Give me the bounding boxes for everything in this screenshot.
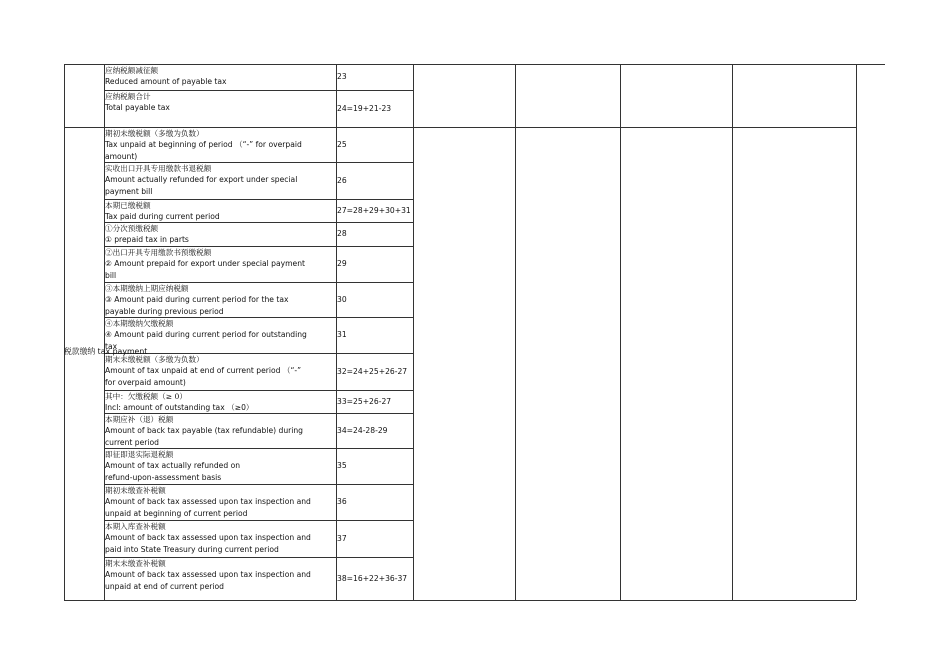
row-label-zh: 期末未缴查补税额 [105, 559, 166, 568]
grid-line-vertical [856, 64, 857, 600]
row-label-zh: 期初未缴查补税额 [105, 486, 166, 495]
row-label-en: Amount of tax unpaid at end of current period （“-” [105, 366, 302, 376]
row-label-en: Incl: amount of outstanding tax （≥0） [105, 403, 254, 413]
grid-line-horizontal [413, 127, 856, 128]
grid-line-vertical [64, 64, 65, 600]
row-label-zh: 应纳税额减征额 [105, 66, 159, 75]
row-label-en: Total payable tax [105, 103, 170, 113]
row-label-zh: 即征即退实际退税额 [105, 450, 174, 459]
row-label-en: tax [105, 341, 118, 351]
row-label-en: unpaid at end of current period [105, 581, 224, 591]
row-label-en: for overpaid amount) [105, 377, 186, 387]
row-label-en: bill [105, 270, 117, 280]
row-label-zh: ④本期缴纳欠缴税额 [105, 319, 174, 328]
row-label-en: amount) [105, 151, 138, 161]
table-row-description [105, 65, 227, 88]
row-label-en: Amount of back tax assessed upon tax inspection and [105, 533, 311, 543]
table-row-description [105, 91, 170, 114]
table-row-description [105, 449, 240, 483]
grid-line-vertical [620, 64, 621, 600]
table-row-description [105, 391, 254, 414]
table-row-description [105, 283, 288, 317]
row-label-en: Amount of back tax payable (tax refundable) during [105, 426, 304, 436]
row-label-en: Tax paid during current period [105, 212, 220, 222]
row-label-en: paid into State Treasury during current period [105, 544, 279, 554]
row-label-en: payment bill [105, 186, 153, 196]
row-label-en: payable during previous period [105, 306, 224, 316]
row-code: 36 [337, 497, 347, 506]
row-code: 29 [337, 259, 347, 268]
row-label-en: Amount of back tax assessed upon tax inspection and [105, 497, 311, 507]
row-code: 38=16+22+36-37 [337, 574, 408, 583]
table-row-description [105, 521, 311, 555]
row-label-en: ② Amount prepaid for export under special payment [105, 259, 305, 269]
table-row-description [105, 414, 303, 448]
row-code: 24=19+21-23 [337, 104, 392, 113]
row-code: 27=28+29+30+31 [337, 206, 411, 215]
row-label-zh: ③本期缴纳上期应纳税额 [105, 284, 189, 293]
row-code: 31 [337, 330, 347, 339]
table-row-description [105, 200, 220, 223]
row-label-en: ④ Amount paid during current period for outstanding [105, 330, 307, 340]
grid-line-vertical [413, 64, 414, 600]
row-code: 34=24-28-29 [337, 426, 388, 435]
row-code: 33=25+26-27 [337, 397, 392, 406]
grid-line-vertical [515, 64, 516, 600]
row-code: 32=24+25+26-27 [337, 367, 408, 376]
row-label-en: refund-upon-assessment basis [105, 472, 222, 482]
row-label-en: Reduced amount of payable tax [105, 77, 227, 87]
row-label-zh: ②出口开具专用缴款书预缴税额 [105, 248, 212, 257]
table-row-description [105, 558, 311, 592]
row-label-zh: 本期应补（退）税额 [105, 415, 174, 424]
row-code: 30 [337, 295, 347, 304]
table-row-description [105, 163, 297, 197]
row-label-zh: ①分次预缴税额 [105, 224, 159, 233]
row-code: 25 [337, 140, 347, 149]
row-label-zh: 本期已缴税额 [105, 201, 151, 210]
row-label-zh: 应纳税额合计 [105, 92, 151, 101]
row-label-en: Tax unpaid at beginning of period （“-” for overpaid [105, 140, 302, 150]
row-label-zh: 其中：欠缴税额（≥ 0） [105, 392, 187, 401]
row-code: 35 [337, 461, 347, 470]
grid-line-horizontal [64, 600, 856, 601]
row-label-en: Amount of back tax assessed upon tax inspection and [105, 570, 311, 580]
row-label-en: unpaid at beginning of current period [105, 508, 248, 518]
table-row-description [105, 354, 301, 388]
row-code: 23 [337, 72, 347, 81]
table-row-description [105, 485, 311, 519]
row-label-zh: 期末未缴税额（多缴为负数） [105, 355, 204, 364]
row-code: 26 [337, 176, 347, 185]
section-label-en-2: payment [112, 347, 148, 356]
row-label-en: Amount actually refunded for export under special [105, 175, 298, 185]
table-row-description [105, 318, 307, 352]
section-label-zh: 税款缴纳 [64, 347, 96, 356]
row-code: 37 [337, 534, 347, 543]
row-label-en: Amount of tax actually refunded on [105, 461, 241, 471]
grid-line-vertical [732, 64, 733, 600]
row-label-en: ① prepaid tax in parts [105, 235, 189, 245]
row-code: 28 [337, 229, 347, 238]
row-label-en: current period [105, 437, 159, 447]
row-label-zh: 实收出口开具专用缴款书退税额 [105, 164, 212, 173]
table-row-description [105, 247, 305, 281]
table-row-description [105, 223, 189, 246]
table-row-description [105, 128, 302, 162]
row-label-zh: 期初未缴税额（多缴为负数） [105, 129, 204, 138]
row-label-en: ③ Amount paid during current period for the tax [105, 295, 289, 305]
row-label-zh: 本期入库查补税额 [105, 522, 166, 531]
section-label-en-1: tax [97, 347, 111, 356]
